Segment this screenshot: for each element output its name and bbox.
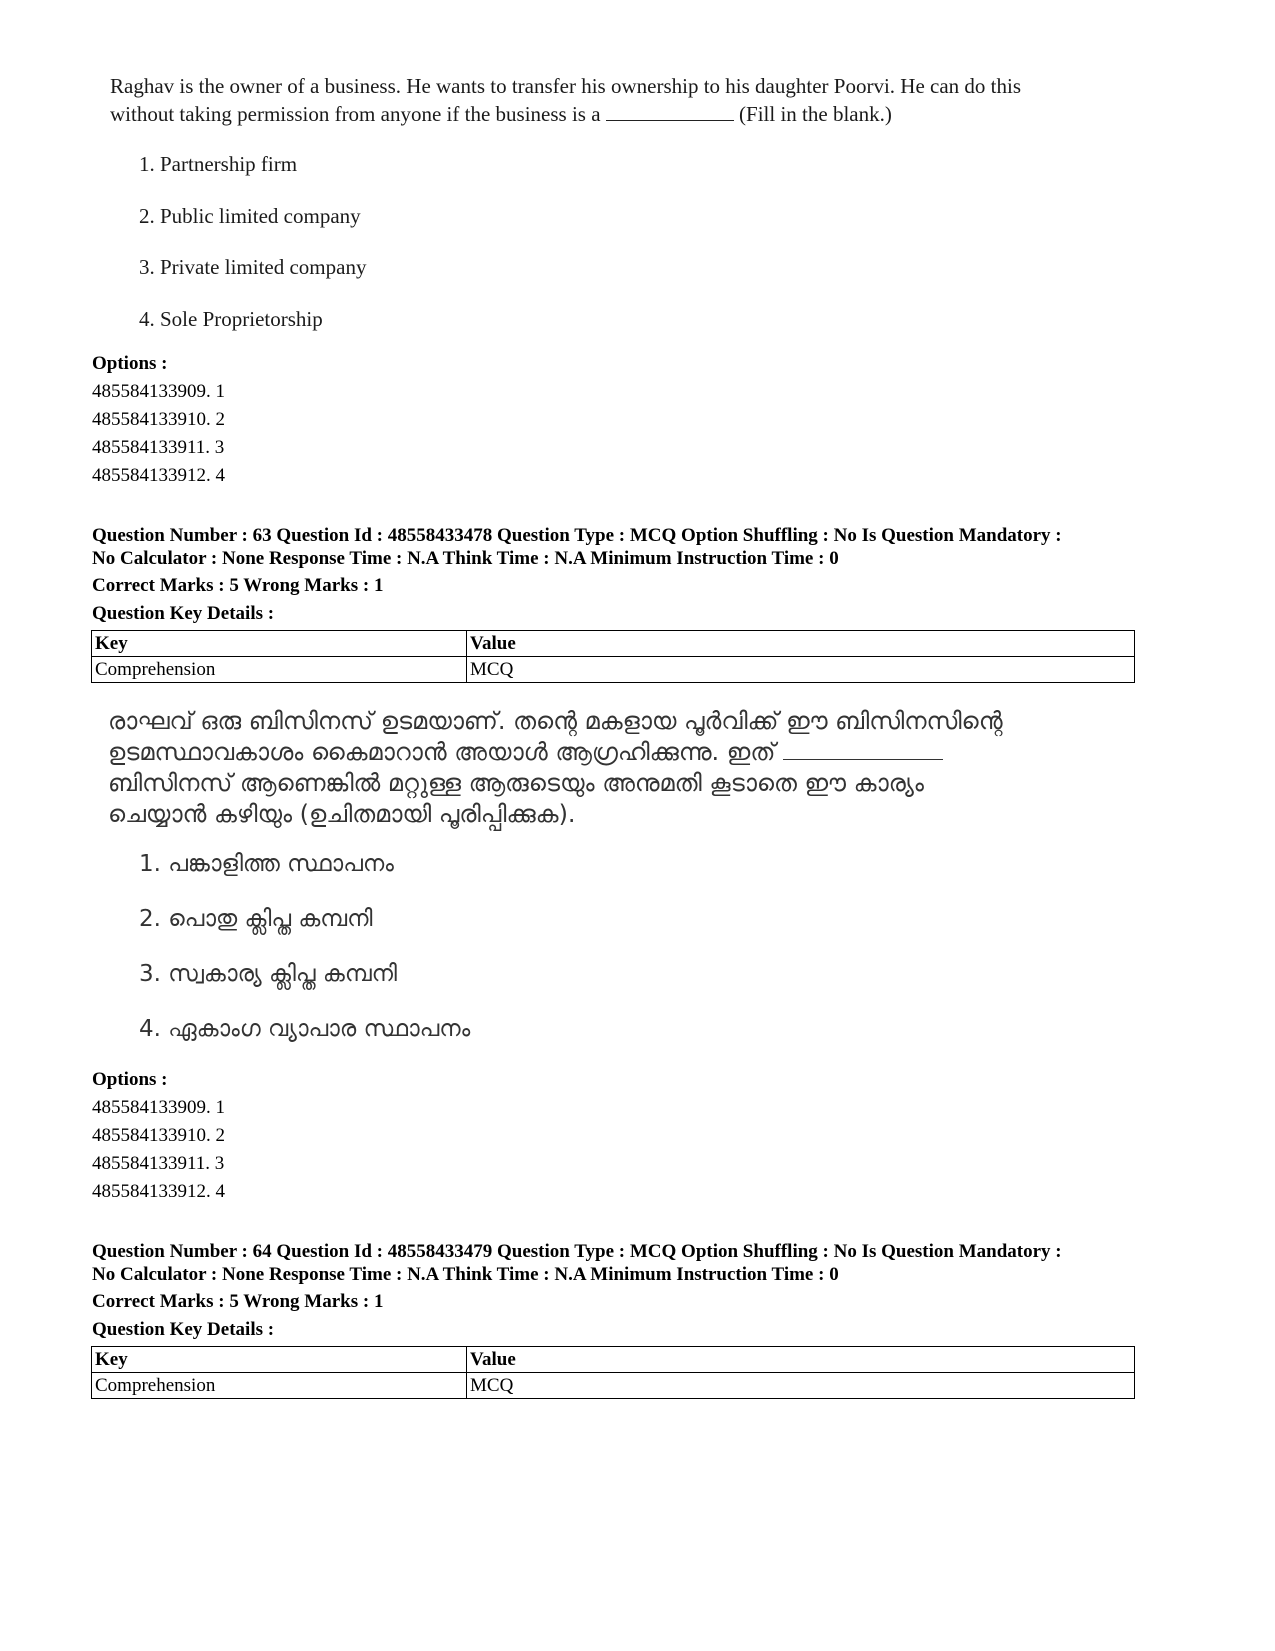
choice-3: 3. Private limited company (139, 255, 367, 279)
stem-line: ചെയ്യാൻ കഴിയും (ഉചിതമായി പൂരിപ്പിക്കുക). (108, 800, 576, 828)
stem-line: Raghav is the owner of a business. He wants to transfer his ownership to his daughter Poorvi. He can do this (110, 74, 1021, 98)
choice-2: 2. പൊതു ക്ലിപ്ത കമ്പനി (139, 906, 373, 932)
fill-blank (783, 737, 943, 760)
option-id: 485584133912. 4 (92, 1181, 225, 1202)
table-cell-value: MCQ (467, 1373, 1135, 1399)
stem-text: (Fill in the blank.) (739, 102, 892, 126)
options-block (92, 1068, 225, 1206)
option-id: 485584133909. 1 (92, 1097, 225, 1118)
key-details-label: Question Key Details : (92, 603, 275, 624)
table-header-value: Value (467, 631, 1135, 657)
option-id: 485584133911. 3 (92, 1153, 225, 1174)
table-cell-value: MCQ (467, 657, 1135, 683)
meta-line: No Calculator : None Response Time : N.A Think Time : N.A Minimum Instruction Time : 0 (92, 548, 839, 569)
table-header-key: Key (92, 631, 467, 657)
option-id: 485584133909. 1 (92, 381, 225, 402)
table-cell-key: Comprehension (92, 1373, 467, 1399)
stem-line: രാഘവ് ഒരു ബിസിനസ് ഉടമയാണ്. തന്റെ മകളായ പൂർവിക്ക് ഈ ബിസിനസിന്റെ (108, 707, 1003, 735)
table-row (92, 631, 1135, 657)
stem-line: ബിസിനസ് ആണെങ്കിൽ മറ്റുള്ള ആരുടെയും അനുമതി കൂടാതെ ഈ കാര്യം (108, 769, 924, 797)
meta-line: Question Number : 64 Question Id : 48558433479 Question Type : MCQ Option Shuffling : No Is Question Mandatory : (92, 1241, 1062, 1262)
table-cell-key: Comprehension (92, 657, 467, 683)
option-id: 485584133910. 2 (92, 409, 225, 430)
option-id: 485584133910. 2 (92, 1125, 225, 1146)
table-row (92, 1347, 1135, 1373)
key-details-table (91, 630, 1135, 683)
options-label: Options : (92, 353, 168, 374)
question-63-meta (92, 524, 1062, 570)
choice-4: 4. ഏകാംഗ വ്യാപാര സ്ഥാപനം (139, 1016, 471, 1042)
stem-line (110, 100, 1230, 128)
options-label: Options : (92, 1069, 168, 1090)
marks: Correct Marks : 5 Wrong Marks : 1 (92, 575, 384, 596)
key-details-table (91, 1346, 1135, 1399)
table-header-value: Value (467, 1347, 1135, 1373)
table-row (92, 657, 1135, 683)
option-id: 485584133912. 4 (92, 465, 225, 486)
meta-line: Question Number : 63 Question Id : 48558433478 Question Type : MCQ Option Shuffling : No Is Question Mandatory : (92, 525, 1062, 546)
marks: Correct Marks : 5 Wrong Marks : 1 (92, 1291, 384, 1312)
table-header-key: Key (92, 1347, 467, 1373)
choice-2: 2. Public limited company (139, 204, 361, 228)
question-63-stem-malayalam (108, 706, 1228, 830)
stem-line (108, 737, 1228, 768)
meta-line: No Calculator : None Response Time : N.A Think Time : N.A Minimum Instruction Time : 0 (92, 1264, 839, 1285)
key-details-label: Question Key Details : (92, 1319, 275, 1340)
choice-3: 3. സ്വകാര്യ ക്ലിപ്ത കമ്പനി (139, 961, 398, 987)
stem-text: without taking permission from anyone if the business is a (110, 102, 601, 126)
choice-1: 1. പങ്കാളിത്ത സ്ഥാപനം (139, 851, 394, 877)
question-64-meta (92, 1240, 1062, 1286)
stem-text: ഉടമസ്ഥാവകാശം കൈമാറാൻ അയാൾ ആഗ്രഹിക്കുന്നു. ഇത് (108, 738, 776, 766)
question-62-stem (110, 73, 1230, 128)
choice-4: 4. Sole Proprietorship (139, 307, 323, 331)
options-block (92, 352, 225, 490)
table-row (92, 1373, 1135, 1399)
option-id: 485584133911. 3 (92, 437, 225, 458)
fill-blank (606, 100, 734, 121)
choice-1: 1. Partnership firm (139, 152, 298, 176)
